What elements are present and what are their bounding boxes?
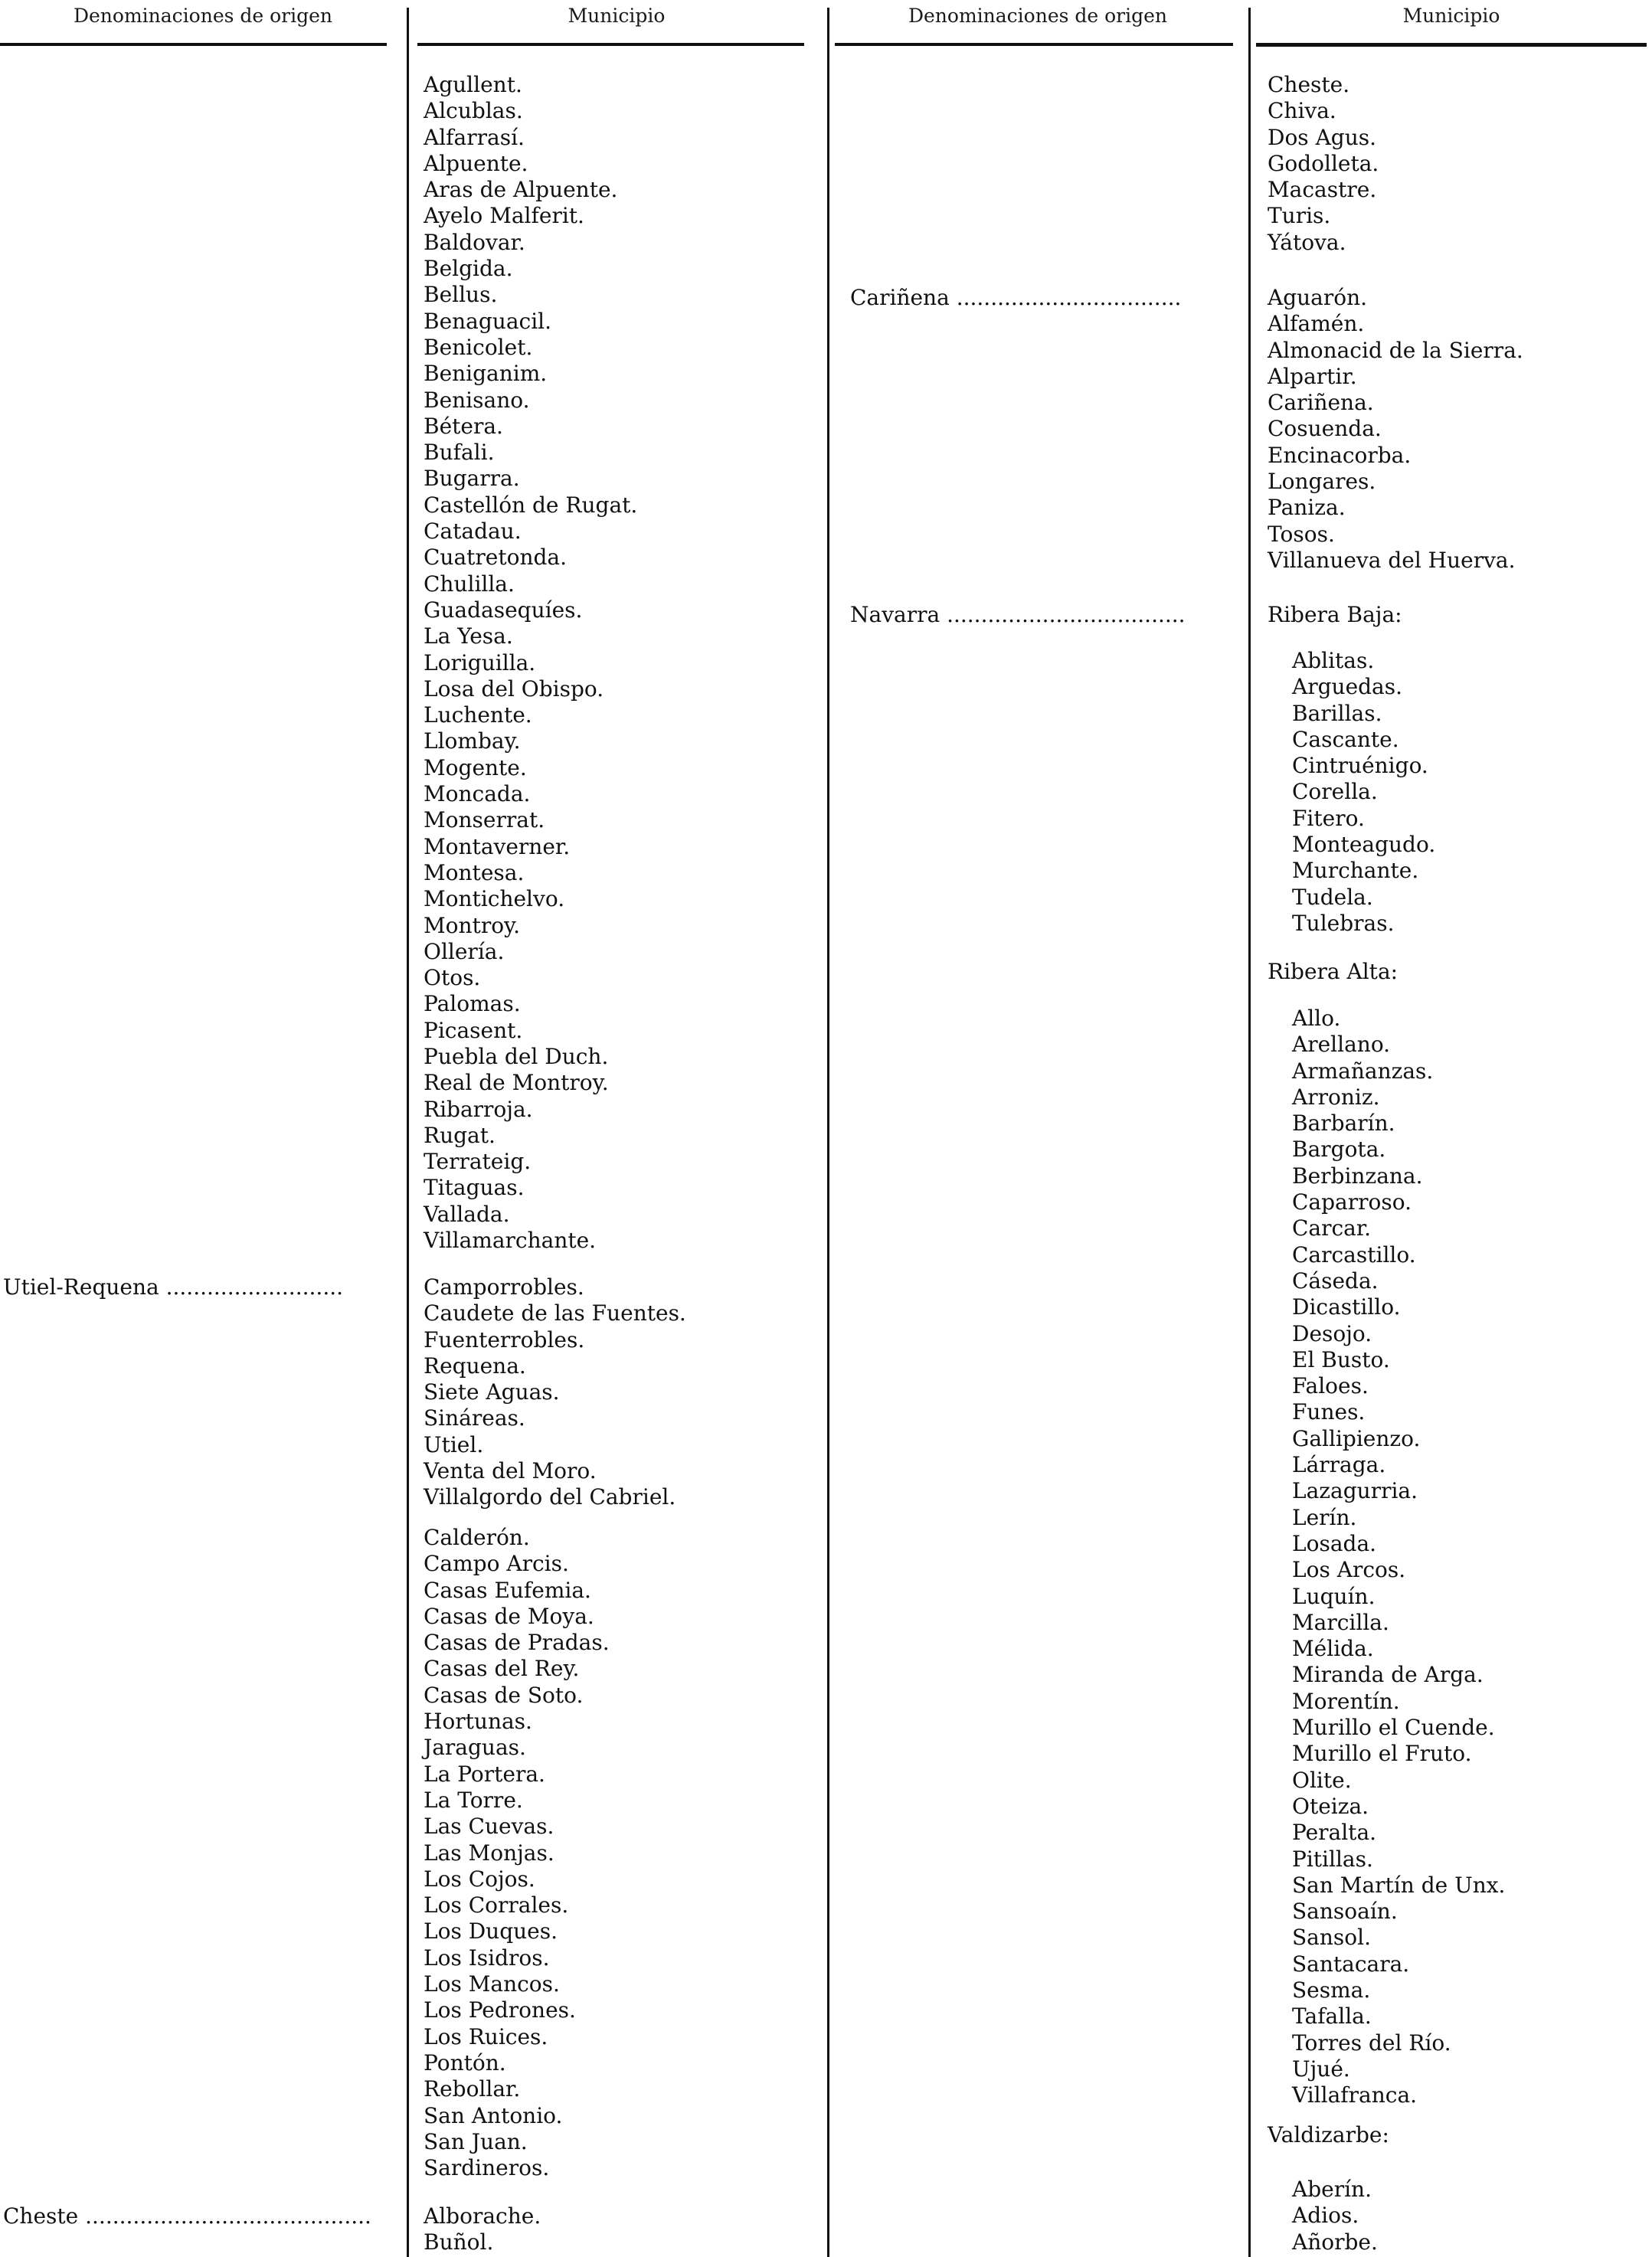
- municipio-item: Los Arcos.: [1292, 1557, 1406, 1583]
- municipio-item: Arroniz.: [1292, 1084, 1380, 1110]
- municipio-item: Cariñena.: [1268, 390, 1374, 416]
- municipio-item: Chulilla.: [424, 571, 515, 597]
- municipio-item: Castellón de Rugat.: [424, 492, 638, 518]
- municipio-item: Cintruénigo.: [1292, 753, 1428, 779]
- municipio-item: Agullent.: [424, 72, 522, 97]
- municipio-item: Longares.: [1268, 469, 1376, 495]
- municipio-item: Monteagudo.: [1292, 832, 1436, 858]
- municipio-item: Arguedas.: [1292, 674, 1403, 700]
- municipio-item: Paniza.: [1268, 495, 1346, 521]
- municipio-item: Encinacorba.: [1268, 442, 1412, 468]
- municipio-item: Santacara.: [1292, 1951, 1410, 1977]
- municipio-item: Calderón.: [424, 1525, 530, 1550]
- municipio-item: Losa del Obispo.: [424, 675, 604, 702]
- header-denominaciones-left: Denominaciones de origen: [73, 5, 333, 27]
- municipio-item: Ayelo Malferit.: [424, 203, 584, 229]
- denominacion-utiel-requena: Utiel-Requena ..........................: [3, 1274, 344, 1300]
- municipio-item: Otos.: [424, 965, 481, 991]
- municipio-item: Casas Eufemia.: [424, 1577, 591, 1603]
- municipio-item: Caparroso.: [1292, 1189, 1412, 1215]
- municipio-list-carinena: [1268, 285, 1523, 574]
- municipio-item: Rugat.: [424, 1122, 496, 1148]
- municipio-item: Villamarchante.: [424, 1228, 597, 1254]
- municipio-item: Casas de Moya.: [424, 1603, 594, 1629]
- municipio-item: Caudete de las Fuentes.: [424, 1300, 686, 1326]
- municipio-item: Jaraguas.: [424, 1735, 526, 1761]
- municipio-item: Loriguilla.: [424, 649, 536, 675]
- municipio-item: Casas de Pradas.: [424, 1630, 610, 1656]
- municipio-item: Murillo el Cuende.: [1292, 1715, 1495, 1741]
- municipio-item: Mogente.: [424, 754, 527, 780]
- municipio-item: Venta del Moro.: [424, 1458, 597, 1484]
- municipio-item: Las Monjas.: [424, 1840, 554, 1866]
- municipio-item: Benicolet.: [424, 334, 533, 360]
- municipio-item: Añorbe.: [1292, 2229, 1378, 2255]
- municipio-item: Tulebras.: [1292, 910, 1395, 936]
- subzone-ribera-alta: Ribera Alta:: [1268, 959, 1398, 984]
- municipio-list-valdizarbe: [1292, 2177, 1378, 2255]
- municipio-list-ribera-baja: [1292, 648, 1435, 937]
- municipio-list-utiel-b: [424, 1525, 610, 2181]
- municipio-item: San Antonio.: [424, 2102, 563, 2128]
- municipio-item: Turis.: [1268, 203, 1331, 229]
- municipio-item: Luchente.: [424, 702, 532, 728]
- municipio-item: San Juan.: [424, 2128, 528, 2154]
- subzone-valdizarbe: Valdizarbe:: [1268, 2122, 1389, 2147]
- header-denominaciones-right: Denominaciones de origen: [908, 5, 1168, 27]
- municipio-item: Bugarra.: [424, 466, 520, 492]
- municipio-item: Aras de Alpuente.: [424, 177, 618, 203]
- header-municipio-right: Municipio: [1402, 5, 1500, 27]
- column-divider: [407, 8, 409, 2257]
- municipio-item: Cascante.: [1292, 726, 1399, 752]
- municipio-item: Funes.: [1292, 1399, 1366, 1425]
- municipio-item: Olite.: [1292, 1767, 1352, 1793]
- municipio-item: Villanueva del Huerva.: [1268, 547, 1516, 573]
- municipio-item: Tafalla.: [1292, 2003, 1372, 2030]
- municipio-item: Sesma.: [1292, 1977, 1371, 2003]
- municipio-item: Murillo el Fruto.: [1292, 1741, 1472, 1767]
- municipio-item: Fitero.: [1292, 805, 1365, 831]
- municipio-item: Desojo.: [1292, 1320, 1372, 1346]
- municipio-item: Hortunas.: [424, 1709, 532, 1735]
- municipio-item: Ollería.: [424, 938, 505, 964]
- municipio-item: Siete Aguas.: [424, 1379, 560, 1405]
- municipio-item: Cáseda.: [1292, 1268, 1379, 1294]
- municipio-item: Monserrat.: [424, 807, 545, 833]
- municipio-item: La Torre.: [424, 1787, 523, 1813]
- denominacion-carinena: Cariñena .................................: [850, 285, 1182, 310]
- municipio-item: Berbinzana.: [1292, 1163, 1423, 1189]
- header-rule: [835, 43, 1233, 46]
- municipio-item: Real de Montroy.: [424, 1070, 609, 1096]
- header-rule: [0, 43, 387, 46]
- municipio-list-cheste: [424, 2203, 541, 2256]
- municipio-item: Adios.: [1292, 2203, 1359, 2229]
- municipio-item: Alfarrasí.: [424, 124, 525, 150]
- municipio-item: Allo.: [1292, 1006, 1341, 1031]
- municipio-item: Fuenterrobles.: [424, 1326, 585, 1353]
- denominacion-navarra: Navarra ...................................: [850, 602, 1186, 627]
- municipio-item: Cheste.: [1268, 72, 1350, 97]
- municipio-item: Sardineros.: [424, 2155, 550, 2181]
- municipio-item: Casas del Rey.: [424, 1656, 580, 1682]
- municipio-item: Armañanzas.: [1292, 1058, 1434, 1084]
- municipio-item: Titaguas.: [424, 1175, 525, 1201]
- municipio-item: Lazagurria.: [1292, 1478, 1418, 1504]
- municipio-item: Alborache.: [424, 2203, 541, 2229]
- municipio-item: Requena.: [424, 1353, 526, 1379]
- municipio-item: Alpuente.: [424, 150, 528, 176]
- municipio-item: El Busto.: [1292, 1346, 1390, 1372]
- municipio-item: Bufali.: [424, 440, 495, 466]
- municipio-item: Baldovar.: [424, 229, 525, 255]
- municipio-item: Montichelvo.: [424, 886, 565, 912]
- municipio-item: Los Isidros.: [424, 1945, 550, 1971]
- municipio-item: Corella.: [1292, 779, 1378, 805]
- municipio-item: Las Cuevas.: [424, 1814, 554, 1840]
- municipio-item: Miranda de Arga.: [1292, 1662, 1484, 1688]
- municipio-item: Peralta.: [1292, 1820, 1377, 1846]
- municipio-item: Bargota.: [1292, 1137, 1386, 1163]
- municipio-item: Beniganim.: [424, 361, 548, 387]
- municipio-item: Vallada.: [424, 1201, 510, 1227]
- municipio-item: Los Mancos.: [424, 1971, 560, 1997]
- municipio-item: Arellano.: [1292, 1032, 1391, 1058]
- municipio-item: Tosos.: [1268, 521, 1335, 547]
- municipio-item: Dicastillo.: [1292, 1294, 1401, 1320]
- denominacion-cheste: Cheste ..........................................: [3, 2203, 371, 2229]
- municipio-item: Benaguacil.: [424, 308, 552, 334]
- municipio-item: Aguarón.: [1268, 285, 1368, 310]
- municipio-item: Moncada.: [424, 781, 531, 807]
- column-divider: [827, 8, 829, 2257]
- header-rule: [417, 43, 804, 46]
- municipio-item: Barbarín.: [1292, 1111, 1395, 1137]
- municipio-item: Campo Arcis.: [424, 1551, 569, 1577]
- municipio-item: Oteiza.: [1292, 1793, 1369, 1819]
- municipio-item: Bellus.: [424, 282, 498, 308]
- municipio-item: Tudela.: [1292, 884, 1373, 910]
- municipio-item: Torres del Río.: [1292, 2030, 1451, 2056]
- municipio-item: Villalgordo del Cabriel.: [424, 1484, 676, 1510]
- municipio-item: Montaverner.: [424, 833, 571, 859]
- municipio-item: Faloes.: [1292, 1373, 1369, 1399]
- municipio-item: La Portera.: [424, 1761, 545, 1787]
- municipio-item: Alcublas.: [424, 98, 523, 124]
- municipio-item: Dos Agus.: [1268, 124, 1377, 150]
- municipio-item: Ablitas.: [1292, 648, 1375, 673]
- municipio-item: La Yesa.: [424, 623, 513, 649]
- municipio-list-left: [424, 72, 637, 1254]
- municipio-item: Sansoaín.: [1292, 1899, 1398, 1925]
- header-municipio-left: Municipio: [568, 5, 666, 27]
- municipio-item: Los Ruices.: [424, 2023, 548, 2049]
- municipio-item: Losada.: [1292, 1530, 1377, 1556]
- municipio-item: Lárraga.: [1292, 1452, 1386, 1478]
- municipio-item: Morentín.: [1292, 1688, 1400, 1714]
- municipio-item: Ujué.: [1292, 2056, 1350, 2082]
- municipio-item: Alfamén.: [1268, 311, 1365, 337]
- municipio-item: Alpartir.: [1268, 363, 1357, 389]
- municipio-item: Mélida.: [1292, 1636, 1374, 1662]
- municipio-item: Carcastillo.: [1292, 1241, 1416, 1268]
- municipio-item: Palomas.: [424, 991, 521, 1017]
- municipio-item: Macastre.: [1268, 177, 1377, 203]
- municipio-item: Cuatretonda.: [424, 545, 568, 571]
- municipio-item: Los Pedrones.: [424, 1997, 576, 2023]
- municipio-item: Pitillas.: [1292, 1846, 1373, 1872]
- municipio-item: Aberín.: [1292, 2177, 1372, 2202]
- municipio-item: Los Cojos.: [424, 1866, 535, 1892]
- municipio-item: Godolleta.: [1268, 150, 1379, 176]
- municipio-item: Terrateig.: [424, 1149, 532, 1175]
- municipio-item: Villafranca.: [1292, 2082, 1418, 2108]
- municipio-item: Murchante.: [1292, 858, 1419, 884]
- municipio-item: Sansol.: [1292, 1925, 1371, 1951]
- municipio-item: Llombay.: [424, 728, 521, 754]
- municipio-item: Camporrobles.: [424, 1274, 584, 1300]
- municipio-item: Belgida.: [424, 256, 513, 282]
- municipio-item: Lerín.: [1292, 1504, 1357, 1530]
- column-divider: [1248, 8, 1251, 2257]
- municipio-item: Utiel.: [424, 1431, 484, 1457]
- municipio-list-right: [1268, 72, 1379, 256]
- municipio-item: Barillas.: [1292, 700, 1382, 726]
- municipio-item: Catadau.: [424, 518, 522, 545]
- municipio-item: Los Duques.: [424, 1918, 558, 1945]
- municipio-item: Luquín.: [1292, 1583, 1376, 1609]
- municipio-item: Pontón.: [424, 2049, 506, 2075]
- municipio-list-utiel: [424, 1274, 686, 1511]
- municipio-item: Buñol.: [424, 2229, 494, 2255]
- municipio-item: Gallipienzo.: [1292, 1425, 1421, 1451]
- municipio-item: Rebollar.: [424, 2076, 521, 2102]
- municipio-item: Marcilla.: [1292, 1609, 1389, 1635]
- municipio-item: Bétera.: [424, 413, 503, 439]
- municipio-item: Carcar.: [1292, 1215, 1372, 1241]
- municipio-item: Cosuenda.: [1268, 416, 1382, 442]
- municipio-item: Ribarroja.: [424, 1096, 533, 1122]
- municipio-item: San Martín de Unx.: [1292, 1872, 1506, 1898]
- municipio-item: Puebla del Duch.: [424, 1043, 609, 1069]
- municipio-item: Sináreas.: [424, 1405, 525, 1431]
- municipio-item: Yátova.: [1268, 229, 1346, 255]
- municipio-item: Casas de Soto.: [424, 1682, 584, 1708]
- municipio-item: Chiva.: [1268, 98, 1336, 124]
- municipio-item: Almonacid de la Sierra.: [1268, 337, 1523, 363]
- municipio-item: Guadasequíes.: [424, 597, 583, 623]
- municipio-item: Los Corrales.: [424, 1892, 569, 1918]
- municipio-item: Picasent.: [424, 1017, 523, 1043]
- municipio-item: Benisano.: [424, 387, 530, 413]
- subzone-ribera-baja: Ribera Baja:: [1268, 602, 1402, 627]
- municipio-item: Montroy.: [424, 912, 521, 938]
- municipio-list-ribera-alta: [1292, 1006, 1505, 2108]
- header-rule: [1256, 43, 1647, 47]
- municipio-item: Montesa.: [424, 859, 525, 885]
